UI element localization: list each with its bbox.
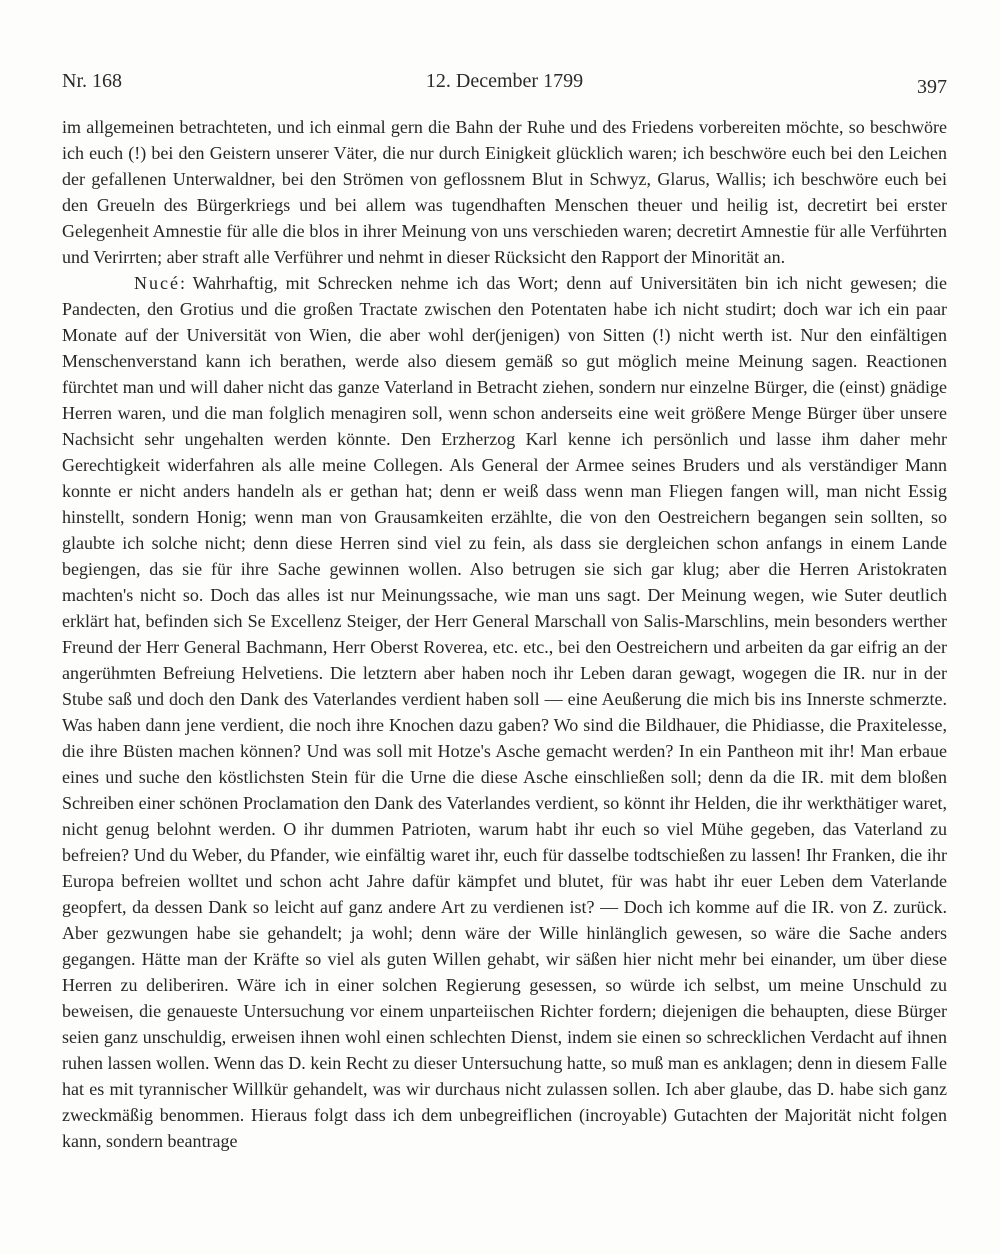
body-text [62, 114, 947, 1154]
paragraph [62, 270, 947, 1154]
speaker-name: Nucé [134, 273, 180, 293]
document-number: Nr. 168 [62, 70, 122, 92]
running-header [62, 70, 947, 100]
paragraph-text: im allgemeinen betrachteten, und ich einmal gern die Bahn der Ruhe und des Friedens vorbereiten möchte, so beschwöre ich euch (!) bei den Geistern unserer Väter, die nur durch Einigkeit glücklich waren; ich beschwöre euch bei den Leichen der gefallenen Unterwaldner, bei den Strömen von geflossnem Blut in Schwyz, Glarus, Wallis; ich beschwöre euch bei den Greueln des Bürgerkriegs und bei allem was tugendhaften Menschen theuer und heilig ist, decretirt bei erster Gelegenheit Amnestie für alle die blos in ihrer Meinung von uns verschieden waren; decretirt Amnestie für alle Verführten und Verirrten; aber straft alle Verführer und nehmt in dieser Rücksicht den Rapport der Minorität an. [62, 117, 947, 267]
document-date: 12. December 1799 [425, 70, 584, 92]
page-number: 397 [917, 76, 947, 98]
paragraph-text: : Wahrhaftig, mit Schrecken nehme ich das Wort; denn auf Universitäten bin ich nicht gewesen; die Pandecten, den Grotius und die großen Tractate zwischen den Potentaten habe ich nicht studirt; doch war ich ein paar Monate auf der Universität von Wien, die aber wohl der(jenigen) von Sitten (!) nicht werth ist. Nur den einfältigen Menschenverstand kann ich berathen, werde also diesem gemäß so gut möglich meine Meinung sagen. Reactionen fürchtet man und will daher nicht das ganze Vaterland in Betracht ziehen, sondern nur einzelne Bürger, die (einst) gnädige Herren waren, und die man folglich menagiren soll, wenn schon anderseits eine weit größere Menge Bürger über unsere Nachsicht sehr ungehalten werden könnte. Den Erzherzog Karl kenne ich persönlich und lasse ihm daher mehr Gerechtigkeit widerfahren als alle meine Collegen. Als General der Armee seines Bruders und als verständiger Mann konnte er nicht anders handeln als er gethan hat; denn er weiß dass wenn man Fliegen fangen will, man nicht Essig hinstellt, sondern Honig; wenn man von Grausamkeiten erzählte, die von den Oestreichern begangen sein sollten, so glaubte ich solche nicht; denn diese Herren sind viel zu fein, als dass sie dergleichen schon anfangs in einem Lande begiengen, das sie für ihre Sache gewinnen wollen. Also betrugen sie sich gar klug; aber die Herren Aristokraten machten's nicht so. Doch das alles ist nur Meinungssache, wie man uns sagt. Der Meinung wegen, wie Suter deutlich erklärt hat, befinden sich Se Excellenz Steiger, der Herr General Marschall von Salis-Marschlins, mein besonders werther Freund der Herr General Bachmann, Herr Oberst Roverea, etc. etc., bei den Oestreichern und arbeiten da gar eifrig an der angerühmten Befreiung Helvetiens. Die letztern aber haben noch ihr Leben daran gewagt, wogegen die IR. nur in der Stube saß und doch den Dank des Vaterlandes verdient haben soll — eine Aeußerung die mich bis ins Innerste schmerzte. Was haben dann jene verdient, die noch ihre Knochen dazu gaben? Wo sind die Bildhauer, die Phidiasse, die Praxitelesse, die ihre Büsten machen können? Und was soll mit Hotze's Asche gemacht werden? In ein Pantheon mit ihr! Man erbaue eines und suche den köstlichsten Stein für die Urne die diese Asche einschließen soll; denn da die IR. mit dem bloßen Schreiben einer schönen Proclamation den Dank des Vaterlandes verdient, so könnt ihr Helden, die ihr werkthätiger waret, nicht genug belohnt werden. O ihr dummen Patrioten, warum habt ihr euch so viel Mühe gegeben, das Vaterland zu befreien? Und du Weber, du Pfander, wie einfältig waret ihr, euch für dasselbe todtschießen zu lassen! Ihr Franken, die ihr Europa befreien wolltet und schon acht Jahre dafür kämpfet und blutet, für was habt ihr euer Leben dem Vaterlande geopfert, da dessen Dank so leicht auf ganz andere Art zu verdienen ist? — Doch ich komme auf die IR. von Z. zurück. Aber gezwungen habe sie gehandelt; ja wohl; denn wäre der Wille hinlänglich gewesen, so wäre die Sache anders gegangen. Hätte man der Kräfte so viel als guten Willen gehabt, wir säßen hier nicht mehr bei einander, um über diese Herren zu deliberiren. Wäre ich in einer solchen Regierung gesessen, so würde ich selbst, um meine Unschuld zu beweisen, die genaueste Untersuchung vor einem unparteiischen Richter fordern; diejenigen die behaupten, diese Bürger seien ganz unschuldig, erweisen ihnen wohl einen schlechten Dienst, indem sie einen so schrecklichen Verdacht auf ihnen ruhen lassen wollen. Wenn das D. kein Recht zu dieser Untersuchung hatte, so muß man es anklagen; denn in diesem Falle hat es mit tyrannischer Willkür gehandelt, was wir durchaus nicht zulassen sollen. Ich aber glaube, das D. habe sich ganz zweckmäßig benommen. Hieraus folgt dass ich dem unbegreiflichen (incroyable) Gutachten der Majorität nicht folgen kann, sondern beantrage [62, 273, 947, 1151]
paragraph [62, 114, 947, 270]
